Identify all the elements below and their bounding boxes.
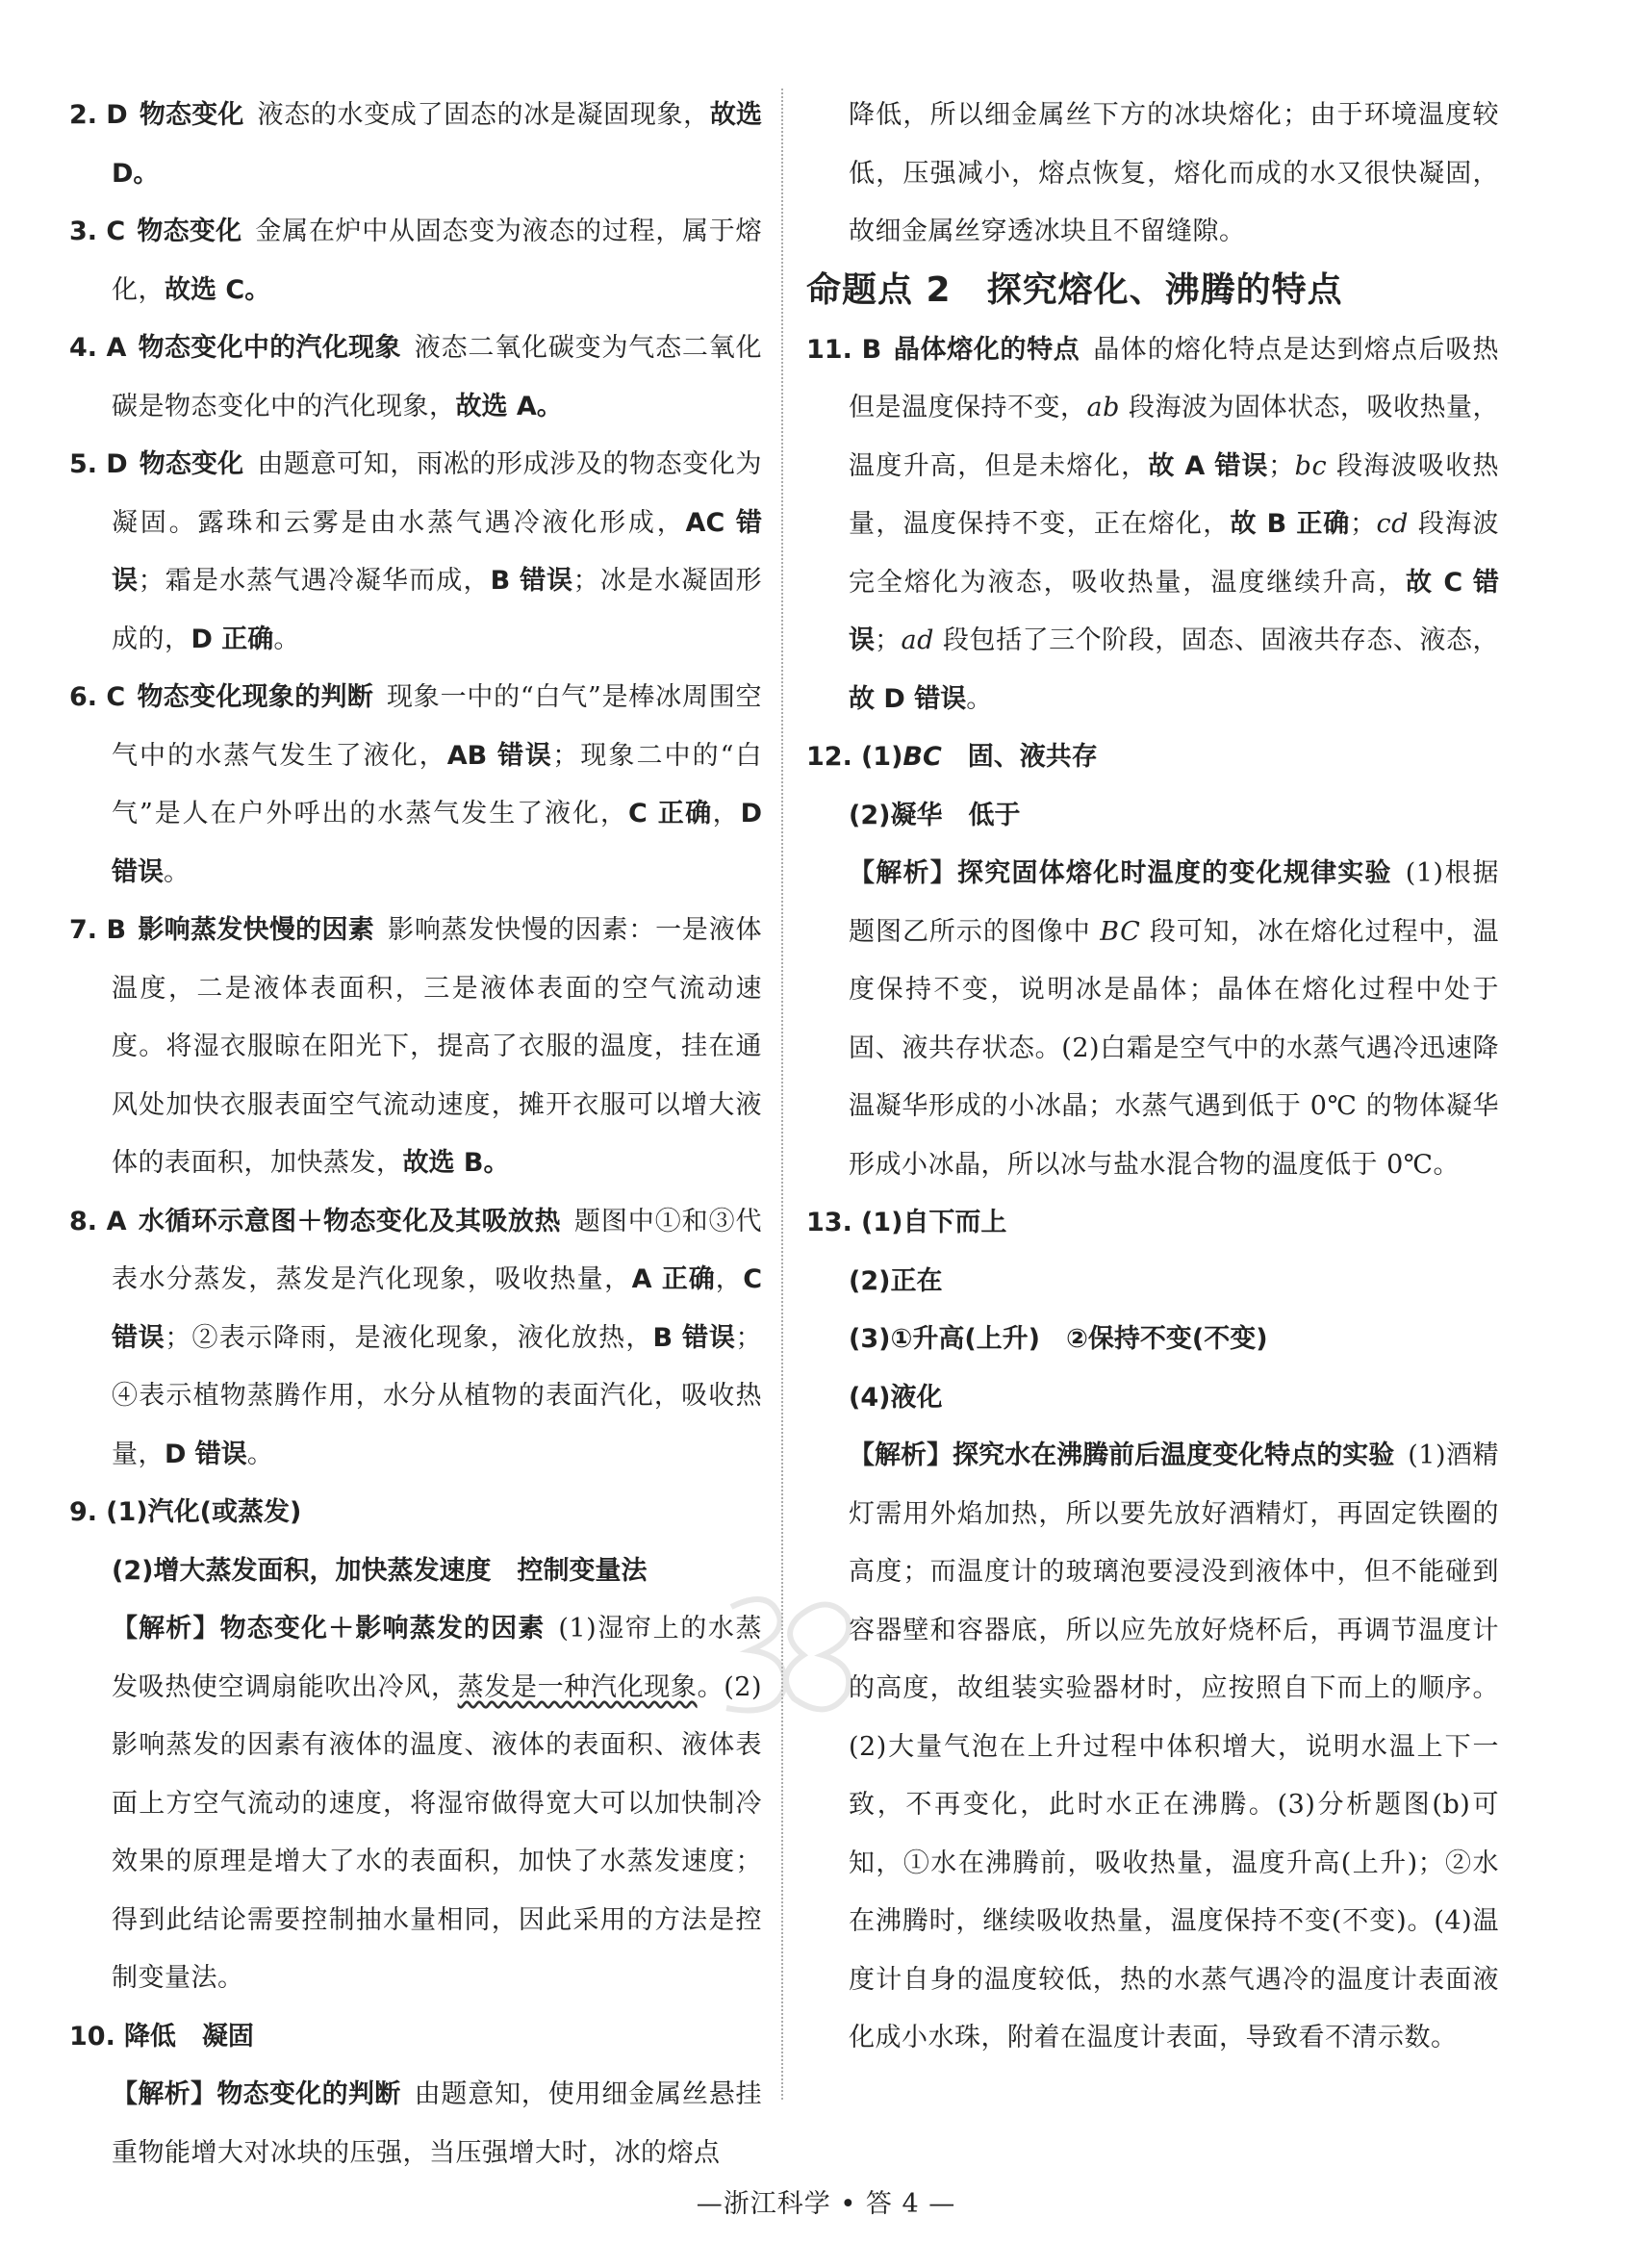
answer-12-analysis: 【解析】探究固体熔化时温度的变化规律实验 (1)根据题图乙所示的图像中 BC 段可知，冰在熔化过程中，温度保持不变，说明冰是晶体；晶体在熔化过程中处于固、液共存状态。(2)白霜是空气中的水蒸气遇冷迅速降温凝华形成的小冰晶；水蒸气遇到低于 0℃ 的物体凝华形成小冰晶，所以冰与盐水混合物的温度低于 0℃。	[849, 858, 1500, 1180]
answer-9-part2: (2)增大蒸发面积，加快蒸发速度 控制变量法	[112, 1555, 648, 1586]
answer-13: 13. (1)自下而上	[806, 1208, 1007, 1237]
answer-9: 9. (1)汽化(或蒸发)	[69, 1497, 302, 1527]
answer-13-analysis: 【解析】探究水在沸腾前后温度变化特点的实验 (1)酒精灯需用外焰加热，所以要先放好酒精灯，再固定铁圈的高度；而温度计的玻璃泡要浸没到液体中，但不能碰到容器壁和容器底，所以应先放好烧杯后，再调节温度计的高度，故组装实验器材时，应按照自下而上的顺序。(2)大量气泡在上升过程中体积增大，说明水温上下一致，不再变化，此时水正在沸腾。(3)分析题图(b)可知，①水在沸腾前，吸收热量，温度升高(上升)；②水在沸腾时，继续吸收热量，温度保持不变(不变)。(4)温度计自身的温度较低，热的水蒸气遇冷的温度计表面液化成小水珠，附着在温度计表面，导致看不清示数。	[849, 1440, 1500, 2052]
answer-12: 12. (1)BC 固、液共存	[806, 742, 1098, 772]
answer-4: 4. A 物态变化中的汽化现象 液态二氧化碳变为气态二氧化碳是物态变化中的汽化现象，故选 A。	[69, 333, 763, 421]
answer-13-part3: (3)①升高(上升) ②保持不变(不变)	[849, 1324, 1268, 1354]
answer-8: 8. A 水循环示意图＋物态变化及其吸放热 题图中①和③代表水分蒸发，蒸发是汽化现象，吸收热量，A 正确，C 错误；②表示降雨，是液化现象，液化放热，B 错误；④表示植物蒸腾作用，水分从植物的表面汽化，吸收热量，D 错误。	[69, 1206, 763, 1469]
answer-13-part2: (2)正在	[849, 1265, 943, 1296]
answer-9-analysis: 【解析】物态变化＋影响蒸发的因素 (1)湿帘上的水蒸发吸热使空调扇能吹出冷风，蒸发是一种汽化现象。(2)影响蒸发的因素有液体的温度、液体的表面积、液体表面上方空气流动的速度，将湿帘做得宽大可以加快制冷效果的原理是增大了水的表面积，加快了水蒸发速度；得到此结论需要控制抽水量相同，因此采用的方法是控制变量法。	[112, 1614, 763, 1993]
answer-3: 3. C 物态变化 金属在炉中从固态变为液态的过程，属于熔化，故选 C。	[69, 217, 763, 305]
answer-13-part4: (4)液化	[849, 1382, 943, 1413]
page-footer: —浙江科学 • 答 4 —	[696, 2189, 956, 2219]
left-column	[69, 87, 762, 2182]
answer-12-part2: (2)凝华 低于	[849, 800, 1021, 830]
answer-6: 6. C 物态变化现象的判断 现象一中的“白气”是棒冰周围空气中的水蒸气发生了液化，AB 错误；现象二中的“白气”是人在户外呼出的水蒸气发生了液化，C 正确，D 错误。	[69, 682, 763, 887]
column-divider	[781, 89, 783, 2100]
answer-5: 5. D 物态变化 由题意可知，雨凇的形成涉及的物态变化为凝固。露珠和云雾是由水蒸气遇冷液化形成，AC 错误；霜是水蒸气遇冷凝华而成，B 错误；冰是水凝固形成的，D 正确。	[69, 449, 763, 654]
watermark-logo	[674, 1578, 885, 1732]
right-column	[806, 87, 1499, 2068]
answer-2: 2. D 物态变化 液态的水变成了固态的冰是凝固现象，故选 D。	[69, 100, 763, 189]
answer-7: 7. B 影响蒸发快慢的因素 影响蒸发快慢的因素：一是液体温度，二是液体表面积，三是液体表面的空气流动速度。将湿衣服晾在阳光下，提高了衣服的温度，挂在通风处加快衣服表面空气流动速度，摊开衣服可以增大液体的表面积，加快蒸发，故选 B。	[69, 915, 762, 1178]
section-heading: 命题点 2 探究熔化、沸腾的特点	[806, 269, 1343, 310]
answer-10-analysis: 【解析】物态变化的判断 由题意知，使用细金属丝悬挂重物能增大对冰块的压强，当压强增大时，冰的熔点	[112, 2079, 763, 2168]
answer-10: 10. 降低 凝固	[69, 2021, 254, 2052]
answer-11: 11. B 晶体熔化的特点 晶体的熔化特点是达到熔点后吸热但是温度保持不变，ab 段海波为固体状态，吸收热量，温度升高，但是未熔化，故 A 错误；bc 段海波吸收热量，温度保持不变，正在熔化，故 B 正确；cd 段海波完全熔化为液态，吸收热量，温度继续升高，故 C 错误；ad 段包括了三个阶段，固态、固液共存态、液态，故 D 错误。	[806, 334, 1500, 714]
answer-10-analysis-continued: 降低，所以细金属丝下方的冰块熔化；由于环境温度较低，压强减小，熔点恢复，熔化而成的水又很快凝固，故细金属丝穿透冰块且不留缝隙。	[849, 100, 1499, 246]
